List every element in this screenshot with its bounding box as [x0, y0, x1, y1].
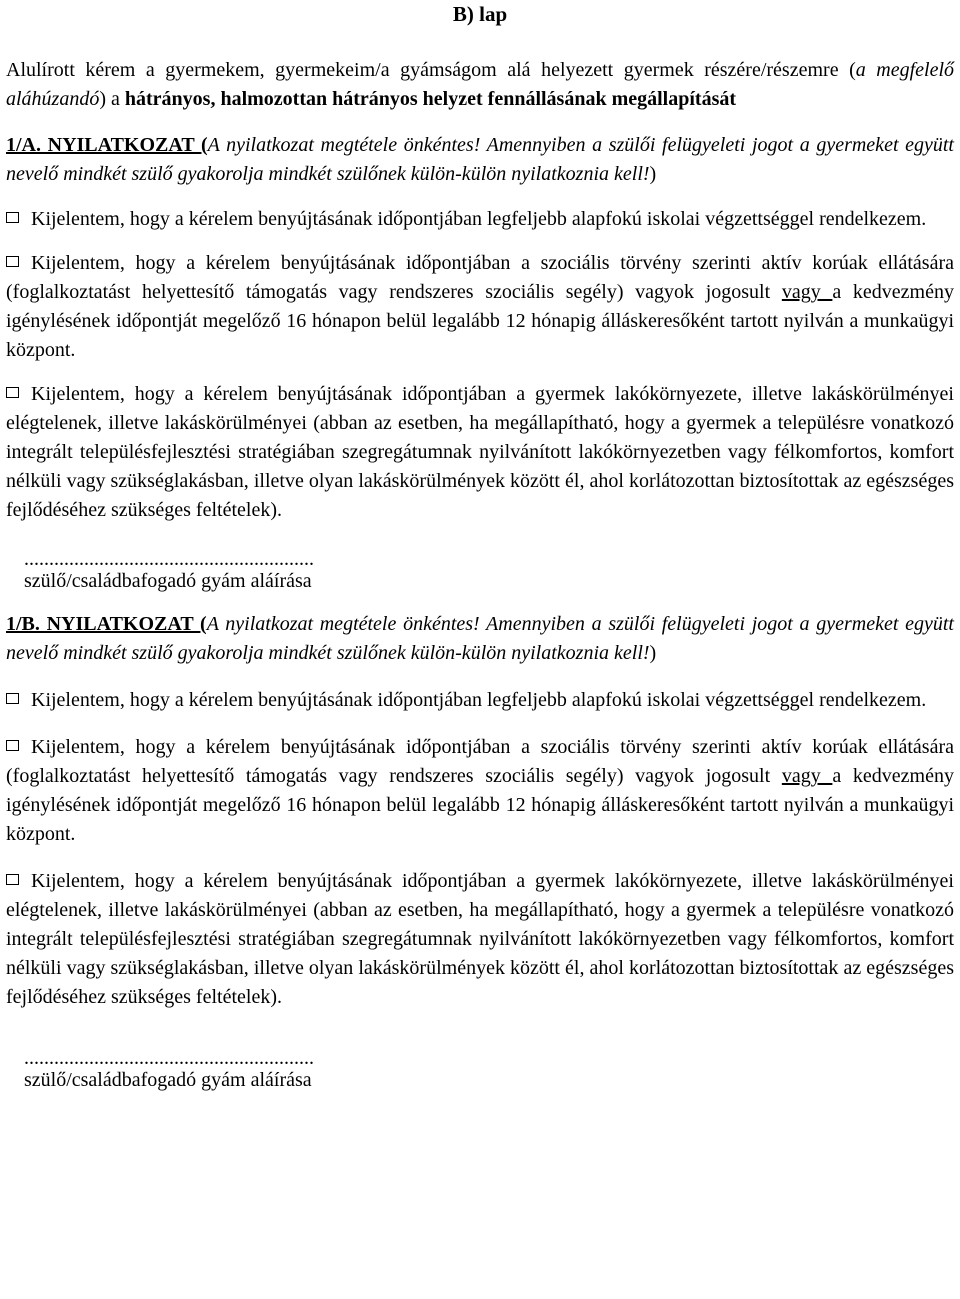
checkbox-housing-1a[interactable]	[6, 387, 19, 398]
declaration-item-education-1b	[6, 686, 954, 715]
signature-label-1a: szülő/családbafogadó gyám aláírása	[24, 570, 312, 592]
intro-text-2: ) a	[99, 88, 125, 110]
item-text-education-1b: Kijelentem, hogy a kérelem benyújtásának időpontjában legfeljebb alapfokú iskolai végzettséggel rendelkezem.	[31, 689, 927, 711]
declaration-heading-1a: 1/A. NYILATKOZAT (A nyilatkozat megtétele önkéntes! Amennyiben a szülői felügyeleti jogot a gyermeket együtt nevelő mindkét szülő gyakorolja mindkét szülőnek külön-külön nyilatkoznia kell!)	[6, 134, 954, 185]
document-page	[6, 0, 954, 1092]
declaration-title-1b: 1/B. NYILATKOZAT (	[6, 613, 207, 635]
intro-bold-subject: hátrányos, halmozottan hátrányos helyzet fennállásának megállapítását	[124, 88, 737, 110]
checkbox-education-1b[interactable]	[6, 693, 19, 704]
checkbox-employment-1b[interactable]	[6, 740, 19, 751]
signature-block-1a	[24, 549, 954, 593]
declaration-item-employment-1b: Kijelentem, hogy a kérelem benyújtásának időpontjában a szociális törvény szerinti aktív korúak ellátására (foglalkoztatást helyettesítő támogatás vagy rendszeres szociális segély) vagyok jogosult vagy a kedvezmény igénylésének időpontját megelőző 16 hónapon belül legalább 12 hónapig álláskeresőként tartott nyilván a munkaügyi központ.	[6, 736, 954, 845]
signature-line-1b: ..........................................................	[24, 1047, 314, 1069]
intro-text-1: Alulírott kérem a gyermekem, gyermekeim/a gyámságom alá helyezett gyermek részére/részemre (	[6, 59, 856, 81]
signature-label-1b: szülő/családbafogadó gyám aláírása	[24, 1069, 312, 1091]
declaration-item-education-1a	[6, 205, 954, 234]
signature-line-1a: ..........................................................	[24, 548, 314, 570]
signature-block-1b	[24, 1048, 954, 1092]
declaration-title-1a: 1/A. NYILATKOZAT (	[6, 134, 208, 156]
declaration-item-housing-1a	[6, 380, 954, 525]
intro-italic-note: a megfelelő aláhúzandó	[6, 59, 955, 110]
intro-paragraph	[6, 56, 954, 114]
checkbox-education-1a[interactable]	[6, 212, 19, 223]
item-text-housing-1a: Kijelentem, hogy a kérelem benyújtásának időpontjában a gyermek lakókörnyezete, illetve lakáskörülményei elégtelenek, illetve lakáskörülményei (abban az esetben, ha megállapítható, hogy a gyermek a településre vonatkozó integrált településfejlesztési stratégiában szegregátumnak nyilvánított lakókörnyezetben vagy félkomfortos, komfort nélküli vagy szükséglakásban, illetve olyan lakáskörülmények között él, ahol korlátozottan biztosítottak az egészséges fejlődéséhez szükséges feltételek).	[6, 383, 954, 521]
declaration-section-1a	[6, 131, 954, 593]
item-text-housing-1b: Kijelentem, hogy a kérelem benyújtásának időpontjában a gyermek lakókörnyezete, illetve lakáskörülményei elégtelenek, illetve lakáskörülményei (abban az esetben, ha megállapítható, hogy a gyermek a településre vonatkozó integrált településfejlesztési stratégiában szegregátumnak nyilvánított lakókörnyezetben vagy félkomfortos, komfort nélküli vagy szükséglakásban, illetve olyan lakáskörülmények között él, ahol korlátozottan biztosítottak az egészséges fejlődéséhez szükséges feltételek).	[6, 870, 954, 1008]
declaration-section-1b	[6, 610, 954, 1092]
declaration-heading-1b: 1/B. NYILATKOZAT (A nyilatkozat megtétele önkéntes! Amennyiben a szülői felügyeleti jogot a gyermeket együtt nevelő mindkét szülő gyakorolja mindkét szülőnek külön-külön nyilatkoznia kell!)	[6, 613, 954, 664]
declaration-note-1a: A nyilatkozat megtétele önkéntes! Amennyiben a szülői felügyeleti jogot a gyermeket együtt nevelő mindkét szülő gyakorolja mindkét szülőnek külön-külön nyilatkoznia kell!	[6, 134, 954, 185]
checkbox-employment-1a[interactable]	[6, 256, 19, 267]
checkbox-housing-1b[interactable]	[6, 874, 19, 885]
declaration-item-housing-1b	[6, 867, 954, 1012]
page-title: B) lap	[452, 2, 508, 26]
declaration-item-employment-1a: Kijelentem, hogy a kérelem benyújtásának időpontjában a szociális törvény szerinti aktív korúak ellátására (foglalkoztatást helyettesítő támogatás vagy rendszeres szociális segély) vagyok jogosult vagy a kedvezmény igénylésének időpontját megelőző 16 hónapon belül legalább 12 hónapig álláskeresőként tartott nyilván a munkaügyi központ.	[6, 252, 954, 361]
item-text-education-1a: Kijelentem, hogy a kérelem benyújtásának időpontjában legfeljebb alapfokú iskolai végzettséggel rendelkezem.	[31, 208, 927, 230]
declaration-note-1b: A nyilatkozat megtétele önkéntes! Amennyiben a szülői felügyeleti jogot a gyermeket együtt nevelő mindkét szülő gyakorolja mindkét szülőnek külön-külön nyilatkoznia kell!	[6, 613, 954, 664]
